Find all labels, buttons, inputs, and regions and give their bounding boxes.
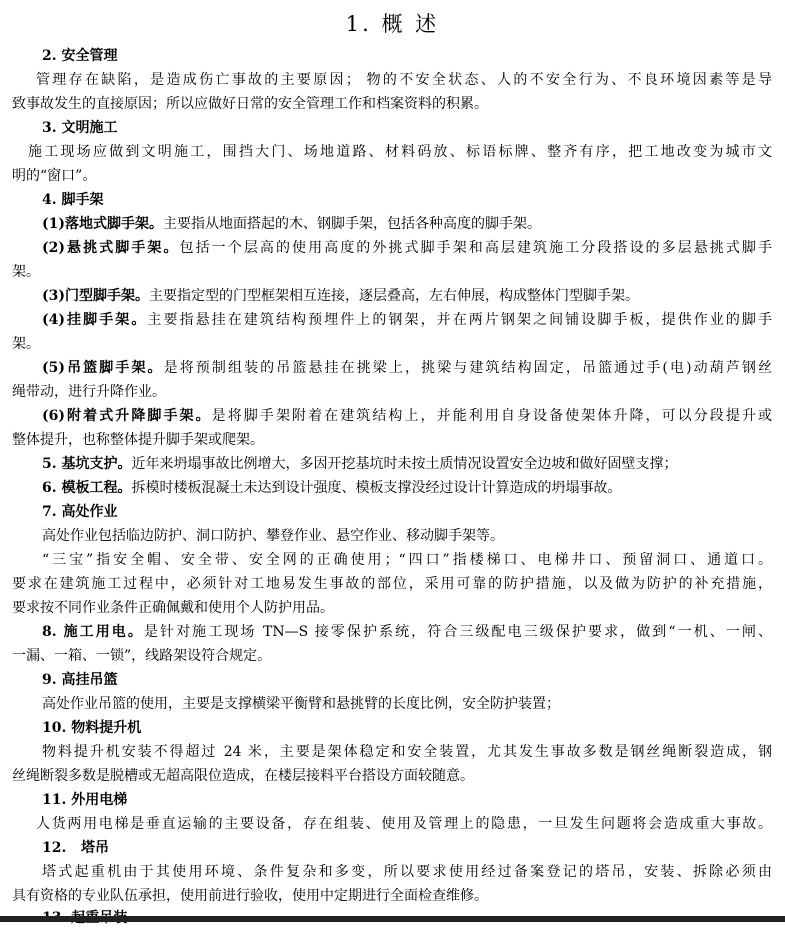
section-5-text: 近年来坍塌事故比例增大，多因开挖基坑时未按土质情况设置安全边坡和做好固壁支撑； (131, 456, 678, 472)
para-12-line1: 塔式起重机由于其使用环境、条件复杂和多变，所以要求使用经过备案登记的塔吊，安装、拆除必须由 (42, 864, 772, 880)
para-11-line1: 人货两用电梯是垂直运输的主要设备，存在组装、使用及管理上的隐患，一旦发生问题将会造成重大事故。 (36, 816, 772, 832)
bottom-edge-bar (0, 916, 785, 922)
para-10-line1: 物料提升机安装不得超过 24 米，主要是架体稳定和安全装置，尤其发生事故多数是钢丝绳断裂造成，钢 (42, 744, 772, 760)
heading-7: 7. 高处作业 (42, 504, 118, 520)
item-4-3-text: 主要指定型的门型框架相互连接，逐层叠高，左右伸展，构成整体门型脚手架。 (149, 288, 639, 304)
section-8 (42, 620, 772, 644)
section-6 (42, 476, 785, 500)
heading-6: 6. 模板工程。 (42, 480, 132, 496)
item-4-3 (42, 284, 785, 308)
item-4-1-label: (1)落地式脚手架。 (42, 216, 163, 232)
item-4-4 (42, 308, 772, 332)
item-4-6 (42, 404, 772, 428)
heading-8: 8. 施工用电。 (42, 624, 144, 640)
item-4-2-label: (2)悬挑式脚手架。 (42, 240, 180, 256)
heading-4: 4. 脚手架 (42, 192, 104, 208)
para-2-line2: 致事故发生的直接原因；所以应做好日常的安全管理工作和档案资料的积累。 (12, 96, 488, 112)
para-7-line1: 高处作业包括临边防护、洞口防护、攀登作业、悬空作业、移动脚手架等。 (42, 528, 504, 544)
item-4-6-cont: 整体提升，也称整体提升脚手架或爬架。 (12, 432, 264, 448)
item-4-4-text: 主要指悬挂在建筑结构预埋件上的钢架，并在两片钢架之间铺设脚手板，提供作业的脚手 (147, 312, 772, 328)
item-4-6-label: (6)附着式升降脚手架。 (42, 408, 212, 424)
item-4-4-cont: 架。 (12, 336, 40, 352)
item-4-5 (42, 356, 772, 380)
page-title: 1. 概 述 (345, 12, 440, 36)
section-8-text: 是针对施工现场 TN—S 接零保护系统，符合三级配电三级保护要求，做到“一机、一闸、 (143, 624, 772, 640)
item-4-5-text: 是将预制组装的吊篮悬挂在挑梁上，挑梁与建筑结构固定，吊篮通过手(电)动葫芦钢丝 (163, 360, 772, 376)
item-4-2-cont: 架。 (12, 264, 40, 280)
heading-11: 11. 外用电梯 (42, 792, 128, 808)
para-9-line1: 高处作业吊篮的使用，主要是支撑横梁平衡臂和悬挑臂的长度比例，安全防护装置； (42, 696, 560, 712)
item-4-3-label: (3)门型脚手架。 (42, 288, 149, 304)
item-4-6-text: 是将脚手架附着在建筑结构上，并能利用自身设备使架体升降，可以分段提升或 (211, 408, 772, 424)
heading-12: 12. 塔吊 (42, 840, 109, 856)
item-4-5-cont: 绳带动，进行升降作业。 (12, 384, 166, 400)
section-6-text: 拆模时楼板混凝土未达到设计强度、模板支撑没经过设计计算造成的坍塌事故。 (131, 480, 622, 496)
section-5 (42, 452, 785, 476)
heading-3: 3. 文明施工 (42, 120, 118, 136)
item-4-1 (42, 212, 785, 236)
para-10-line2: 丝绳断裂多数是脱槽或无超高限位造成，在楼层接料平台搭设方面较随意。 (12, 768, 474, 784)
heading-9: 9. 高挂吊篮 (42, 672, 118, 688)
heading-10: 10. 物料提升机 (42, 720, 142, 736)
item-4-2-text: 包括一个层高的使用高度的外挑式脚手架和高层建筑施工分段搭设的多层悬挑式脚手 (179, 240, 772, 256)
para-7-line3: 要求在建筑施工过程中，必须针对工地易发生事故的部位，采用可靠的防护措施，以及做为防护的补充措施， (12, 576, 772, 592)
para-3-line2: 明的“窗口”。 (12, 168, 97, 184)
item-4-4-label: (4)挂脚手架。 (42, 312, 148, 328)
para-7-line4: 要求按不同作业条件正确佩戴和使用个人防护用品。 (12, 600, 334, 616)
heading-2: 2. 安全管理 (42, 48, 118, 64)
para-2-line1: 管理存在缺陷，是造成伤亡事故的主要原因； 物的不安全状态、人的不安全行为、不良环境因素等是导 (36, 72, 772, 88)
item-4-2 (42, 236, 772, 260)
heading-5: 5. 基坑支护。 (42, 456, 132, 472)
item-4-5-label: (5)吊篮脚手架。 (42, 360, 164, 376)
item-4-1-text: 主要指从地面搭起的木、钢脚手架，包括各种高度的脚手架。 (163, 216, 541, 232)
para-7-line2: “三宝”指安全帽、安全带、安全网的正确使用；“四口”指楼梯口、电梯井口、预留洞口、通道口。 (42, 552, 772, 568)
section-8-cont: 一漏、一箱、一锁”，线路架设符合规定。 (12, 648, 272, 664)
para-3-line1: 施工现场应做到文明施工，围挡大门、场地道路、材料码放、标语标牌、整齐有序，把工地改变为城市文 (28, 144, 772, 160)
para-12-line2: 具有资格的专业队伍承担，使用前进行验收，使用中定期进行全面检查维修。 (12, 888, 488, 904)
